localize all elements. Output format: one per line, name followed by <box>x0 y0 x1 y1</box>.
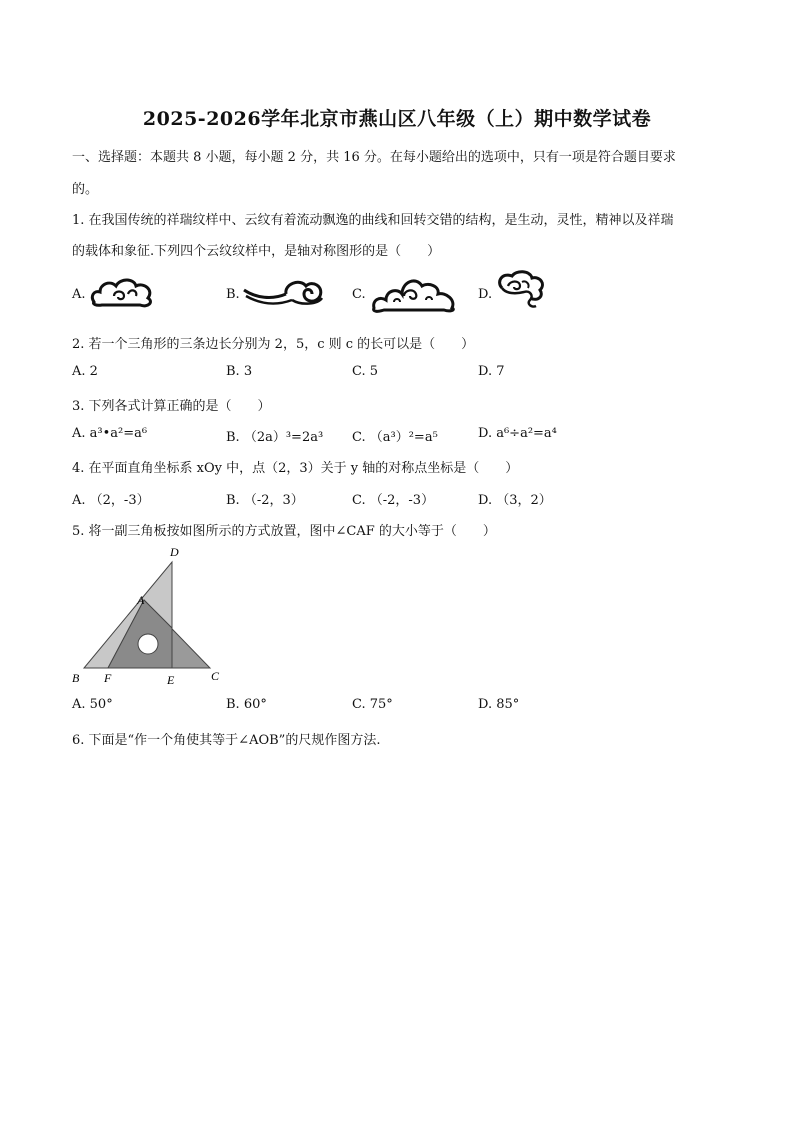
label-c: C <box>211 669 220 683</box>
q2-option-b: B. 3 <box>226 364 253 379</box>
label-a: A <box>137 593 145 607</box>
q4-option-c: C. （-2，-3） <box>352 493 435 508</box>
exam-title: 2025-2026学年北京市燕山区八年级（上）期中数学试卷 <box>142 108 652 130</box>
q1-option-b-label: B. <box>226 287 240 302</box>
label-f: F <box>104 671 112 685</box>
q5-option-b: B. 60° <box>226 697 267 712</box>
label-d: D <box>170 545 179 559</box>
q4-option-a: A. （2，-3） <box>72 493 150 508</box>
q1-stem-line1: 1. 在我国传统的祥瑞纹样中、云纹有着流动飘逸的曲线和回转交错的结构，是生动，灵性，精神以及祥瑞 <box>72 213 674 228</box>
q3-option-d: D. a⁶÷a²=a⁴ <box>478 426 557 441</box>
q6-stem: 6. 下面是“作一个角使其等于∠AOB”的尺规作图方法. <box>72 733 381 748</box>
q2-option-d: D. 7 <box>478 364 505 379</box>
cloud-pattern-d-image <box>494 268 548 312</box>
section-heading-text: 一、选择题：本题共 8 小题，每小题 2 分，共 16 分。在每小题给出的选项中，只有一项是符合题目要求 <box>72 150 676 165</box>
q3-option-b: B. （2a）³=2a³ <box>226 430 324 445</box>
q4-option-d: D. （3，2） <box>478 493 552 508</box>
q1-option-d-label: D. <box>478 287 493 302</box>
cloud-pattern-b-image <box>242 276 326 308</box>
q3-option-c: C. （a³）²=a⁵ <box>352 430 438 445</box>
q2-option-c: C. 5 <box>352 364 379 379</box>
set-square-figure <box>66 540 236 690</box>
section-heading-cont: 的。 <box>72 182 99 197</box>
q3-stem: 3. 下列各式计算正确的是（ ） <box>72 399 271 414</box>
q4-stem: 4. 在平面直角坐标系 xOy 中，点（2，3）关于 y 轴的对称点坐标是（ ） <box>72 461 519 476</box>
q1-option-c-label: C. <box>352 287 366 302</box>
q4-option-b: B. （-2，3） <box>226 493 304 508</box>
label-b: B <box>72 671 80 685</box>
q5-option-a: A. 50° <box>72 697 113 712</box>
label-e: E <box>167 673 175 687</box>
cloud-pattern-c-image <box>370 272 458 314</box>
q3-option-a: A. a³•a²=a⁶ <box>72 426 148 441</box>
q1-option-a-label: A. <box>72 287 86 302</box>
q2-option-a: A. 2 <box>72 364 98 379</box>
q5-option-d: D. 85° <box>478 697 520 712</box>
q2-stem: 2. 若一个三角形的三条边长分别为 2，5，c 则 c 的长可以是（ ） <box>72 337 475 352</box>
q5-stem: 5. 将一副三角板按如图所示的方式放置，图中∠CAF 的大小等于（ ） <box>72 524 496 539</box>
q5-option-c: C. 75° <box>352 697 393 712</box>
cloud-pattern-a-image <box>88 272 158 312</box>
q1-stem-line2: 的载体和象征.下列四个云纹纹样中，是轴对称图形的是（ ） <box>72 244 441 259</box>
section-heading <box>72 146 732 165</box>
